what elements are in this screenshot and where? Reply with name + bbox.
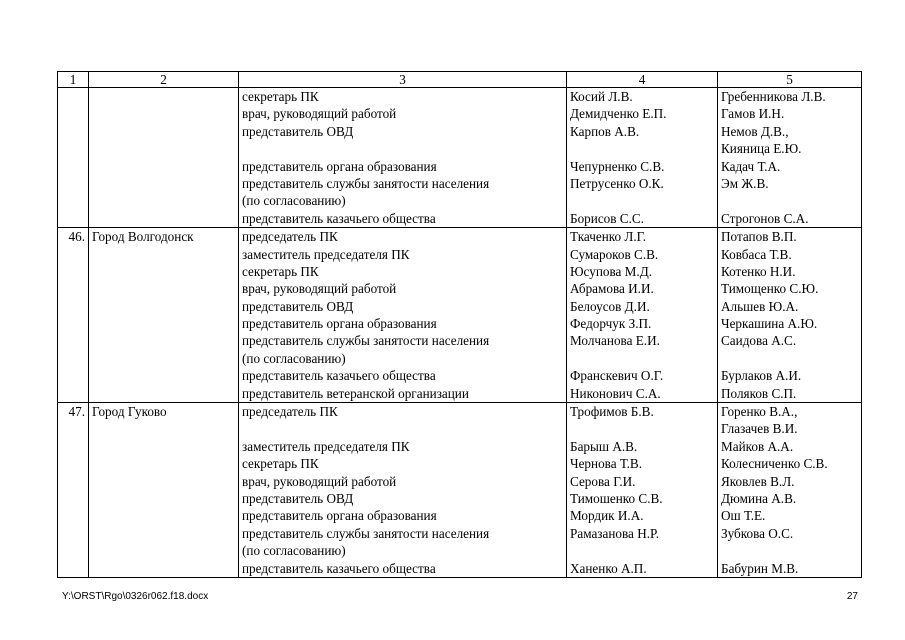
col-header-1: 1: [58, 72, 89, 88]
member-name: Юсупова М.Д.: [570, 263, 652, 279]
member-name: Франскевич О.Г.: [570, 368, 664, 384]
role-line: председатель ПК: [242, 404, 338, 420]
table-row: [58, 88, 862, 228]
table-row: [58, 403, 862, 578]
member-name: [570, 420, 714, 437]
member-name: Чепурненко С.В.: [570, 158, 665, 174]
reserve-name: Черкашина А.Ю.: [721, 316, 818, 332]
reserve-name: Саидова А.С.: [721, 333, 797, 349]
role-line: заместитель председателя ПК: [242, 246, 410, 262]
role-line: председатель ПК: [242, 229, 338, 245]
member-name: Петрусенко О.К.: [570, 175, 664, 191]
municipality-name: Город Гуково: [92, 404, 167, 420]
reserve-name: Зубкова О.С.: [721, 525, 794, 541]
member-name: Серова Г.И.: [570, 473, 636, 489]
reserve-name: Эм Ж.В.: [721, 175, 769, 191]
reserve-name: Яковлев В.Л.: [721, 473, 795, 489]
member-name: Рамазанова Н.Р.: [570, 525, 660, 541]
reserve-name: Гамов И.Н.: [721, 106, 785, 122]
role-line: (по согласованию): [242, 193, 346, 209]
reserve-name: Майков А.А.: [721, 438, 794, 454]
row-roles: [239, 403, 567, 578]
row-members: [567, 403, 718, 578]
role-line: [242, 140, 563, 157]
member-name: Федорчук З.П.: [570, 316, 652, 332]
row-number: [58, 88, 89, 228]
row-municipality: [89, 228, 239, 403]
role-line: представитель ветеранской организации: [242, 385, 469, 401]
reserve-name: Потапов В.П.: [721, 229, 797, 245]
role-line: представитель ОВД: [242, 298, 354, 314]
reserve-name: Кадач Т.А.: [721, 158, 781, 174]
row-roles: [239, 228, 567, 403]
reserve-name: Гребенникова Л.В.: [721, 89, 826, 104]
member-name: Борисов С.С.: [570, 210, 644, 226]
reserve-name: Колесниченко С.В.: [721, 456, 828, 472]
role-line: представитель службы занятости населения: [242, 333, 490, 349]
reserve-name: Альшев Ю.А.: [721, 298, 799, 314]
reserve-name: [721, 192, 858, 209]
role-line: (по согласованию): [242, 543, 346, 559]
member-name: [570, 350, 714, 367]
row-members: [567, 228, 718, 403]
member-name: Мордик И.А.: [570, 508, 644, 524]
col-header-4: 4: [567, 72, 718, 88]
role-line: заместитель председателя ПК: [242, 438, 410, 454]
reserve-name: Немов Д.В.,: [721, 123, 789, 139]
col-header-2: 2: [89, 72, 239, 88]
header-row: [58, 72, 862, 88]
member-name: Чернова Т.В.: [570, 456, 642, 472]
row-number-text: 47.: [68, 404, 85, 420]
role-line: представитель службы занятости населения: [242, 525, 490, 541]
role-line: врач, руководящий работой: [242, 281, 397, 297]
reserve-name: Бабурин М.В.: [721, 560, 799, 576]
role-line: секретарь ПК: [242, 263, 319, 279]
reserve-name: Глазачев В.И.: [721, 421, 798, 437]
reserve-name: [721, 350, 858, 367]
member-name: [570, 542, 714, 559]
row-municipality: [89, 88, 239, 228]
role-line: врач, руководящий работой: [242, 106, 397, 122]
row-reserves: [718, 228, 862, 403]
row-roles: [239, 88, 567, 228]
role-line: представитель органа образования: [242, 158, 437, 174]
role-line: (по согласованию): [242, 350, 346, 366]
role-line: [242, 420, 563, 437]
col-header-3: 3: [239, 72, 567, 88]
role-line: секретарь ПК: [242, 456, 319, 472]
member-name: Сумароков С.В.: [570, 246, 659, 262]
role-line: врач, руководящий работой: [242, 473, 397, 489]
reserve-name: Ковбаса Т.В.: [721, 246, 792, 262]
reserve-name: [721, 542, 858, 559]
reserve-name: Котенко Н.И.: [721, 263, 796, 279]
reserve-name: Ош Т.Е.: [721, 508, 766, 524]
role-line: секретарь ПК: [242, 89, 319, 104]
row-number-text: 46.: [68, 229, 85, 245]
member-name: Никонович С.А.: [570, 385, 661, 401]
row-number: [58, 403, 89, 578]
row-members: [567, 88, 718, 228]
commission-table: [57, 71, 862, 578]
reserve-name: Горенко В.А.,: [721, 404, 798, 420]
reserve-name: Кияница Е.Ю.: [721, 141, 802, 157]
member-name: Демидченко Е.П.: [570, 106, 667, 122]
municipality-name: [92, 88, 235, 105]
member-name: Барыш А.В.: [570, 438, 638, 454]
member-name: Карпов А.В.: [570, 123, 640, 139]
member-name: Тимошенко С.В.: [570, 490, 663, 506]
member-name: [570, 140, 714, 157]
member-name: Трофимов Б.В.: [570, 404, 654, 420]
row-reserves: [718, 88, 862, 228]
role-line: представитель ОВД: [242, 490, 354, 506]
role-line: представитель службы занятости населения: [242, 175, 490, 191]
reserve-name: Дюмина А.В.: [721, 490, 797, 506]
row-number-text: [61, 88, 85, 105]
footer-file-path: Y:\ORST\Rgo\0326r062.f18.docx: [62, 591, 209, 602]
footer-page-number: 27: [846, 591, 858, 602]
role-line: представитель ОВД: [242, 123, 354, 139]
member-name: Молчанова Е.И.: [570, 333, 660, 349]
member-name: [570, 192, 714, 209]
reserve-name: Поляков С.П.: [721, 385, 797, 401]
row-number: [58, 228, 89, 403]
role-line: представитель казачьего общества: [242, 560, 436, 576]
reserve-name: Строгонов С.А.: [721, 210, 809, 226]
member-name: Косий Л.В.: [570, 89, 633, 104]
reserve-name: Тимощенко С.Ю.: [721, 281, 819, 297]
role-line: представитель казачьего общества: [242, 368, 436, 384]
reserve-name: Бурлаков А.И.: [721, 368, 802, 384]
municipality-name: Город Волгодонск: [92, 229, 194, 245]
col-header-5: 5: [718, 72, 862, 88]
role-line: представитель казачьего общества: [242, 210, 436, 226]
row-reserves: [718, 403, 862, 578]
member-name: Белоусов Д.И.: [570, 298, 650, 314]
member-name: Абрамова И.И.: [570, 281, 654, 297]
table-row: [58, 228, 862, 403]
role-line: представитель органа образования: [242, 316, 437, 332]
member-name: Ткаченко Л.Г.: [570, 229, 647, 245]
row-municipality: [89, 403, 239, 578]
member-name: Ханенко А.П.: [570, 560, 647, 576]
role-line: представитель органа образования: [242, 508, 437, 524]
